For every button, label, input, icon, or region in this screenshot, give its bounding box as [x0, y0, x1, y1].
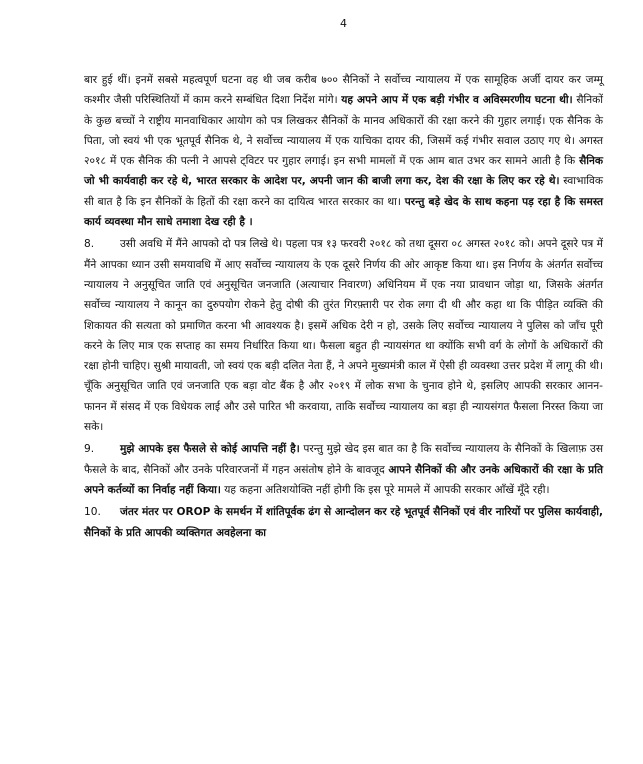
paragraph-number: 8.: [84, 238, 95, 251]
bold-text-segment: आपने सैनिकों की और उनके अधिकारों की रक्षा के प्रति अपने कर्तव्यों का निर्वाह नहीं किया।: [84, 463, 603, 496]
paragraph-9: [84, 439, 603, 500]
bold-text-segment: सैनिक जो भी कार्यवाही कर रहे थे, भारत सरकार के आदेश पर, अपनी जान की बाजी लगा कर, देश की रक्षा के लिए कर रहे थे।: [84, 155, 603, 188]
text-segment: यह कहना अतिशयोक्ति नहीं होगी कि इस पूरे मामले में आपकी सरकार आँखें मूँदे रही।: [220, 483, 550, 496]
text-segment: सैनिकों के कुछ बच्चों ने राष्ट्रीय मानवाधिकार आयोग को पत्र लिखकर सैनिकों के मानव अधिकारों की रक्षा करने की गुहार लगाई। एक सैनिक के पिता, जो स्वयं भी एक भूतपूर्व सैनिक थे, ने सर्वोच्च न्यायालय में एक याचिका दायर की, जिसमें कई गंभीर सवाल उठाए गए थे। अगस्त २०१८ में एक सैनिक की पत्नी ने आपसे ट्विटर पर गुहार लगाई। इन सभी मामलों में एक आम बात उभर कर सामने आती है कि: [84, 94, 603, 168]
paragraph-8: [84, 234, 603, 437]
paragraph-number: 9.: [84, 443, 95, 456]
bold-text-segment: मुझे आपके इस फैसले से कोई आपत्ति नहीं है।: [120, 443, 300, 456]
text-segment: स्वाभाविक सी बात है कि इन सैनिकों के हितों की रक्षा करने का दायित्व भारत सरकार का था।: [84, 175, 603, 208]
text-segment: बार हुई थीं। इनमें सबसे महत्वपूर्ण घटना वह थी जब करीब ७०० सैनिकों ने सर्वोच्च न्यायालय में एक सामूहिक अर्जी दायर कर जम्मू कश्मीर जैसी परिस्थितियों में काम करने सम्बंधित दिशा निर्देश मांगे।: [84, 74, 603, 107]
bold-text-segment: यह अपने आप में एक बड़ी गंभीर व अविस्मरणीय घटना थी।: [341, 94, 573, 107]
paragraph-number: 10.: [84, 506, 101, 519]
page-number: 4: [340, 17, 347, 30]
bold-text-segment: जंतर मंतर पर OROP के समर्थन में शांतिपूर्वक ढंग से आन्दोलन कर रहे भूतपूर्व सैनिकों एवं वीर नारियों पर पुलिस कार्यवाही, सैनिकों के प्रति आपकी व्यक्तिगत अवहेलना का: [84, 506, 603, 539]
paragraph-10: [84, 502, 603, 543]
text-segment: उसी अवधि में मैंने आपको दो पत्र लिखे थे। पहला पत्र १३ फरवरी २०१८ को तथा दूसरा ०८ अगस्त २०१८ को। अपने दूसरे पत्र में मैंने आपका ध्यान उसी समयावधि में आए सर्वोच्च न्यायालय के एक दूसरे निर्णय की ओर आकृष्ट किया था। इस निर्णय के अंतर्गत सर्वोच्च न्यायालय ने अनुसूचित जाति एवं अनुसूचित जनजाति (अत्याचार निवारण) अधिनियम में एक नया प्रावधान जोड़ा था, जिसके अंतर्गत सर्वोच्च न्यायालय ने कानून का दुरुपयोग रोकने हेतु दोषी की तुरंत गिरफ़्तारी पर रोक लगा दी थी और कहा था कि पीड़ित व्यक्ति की शिकायत की सत्यता को प्रमाणित करना भी आवश्यक है। इसमें अधिक देरी न हो, उसके लिए सर्वोच्च न्यायालय ने पुलिस को जाँच पूरी करने के लिए मात्र एक सप्ताह का समय निर्धारित किया था। फैसला बहुत ही न्यायसंगत था क्योंकि सभी वर्ग के लोगों के अधिकारों की रक्षा होनी चाहिए। सुश्री मायावती, जो स्वयं एक बड़ी दलित नेता हैं, ने अपने मुख्यमंत्री काल में ऐसी ही व्यवस्था उत्तर प्रदेश में लागू की थी। चूँकि अनुसूचित जाति एवं जनजाति एक बड़ा वोट बैंक है और २०१९ में लोक सभा के चुनाव होने थे, इसलिए आपकी सरकार आनन-फानन में संसद में एक विधेयक लाई और उसे पारित भी करवाया, ताकि सर्वोच्च न्यायालय का बड़ा ही न्यायसंगत फैसला निरस्त किया जा सके।: [84, 238, 603, 434]
paragraph-continued: [84, 70, 603, 232]
bold-text-segment: परन्तु बड़े खेद के साथ कहना पड़ रहा है कि समस्त कार्य व्यवस्था मौन साधे तमाशा देख रही है ।: [84, 195, 603, 229]
text-segment: परन्तु मुझे खेद इस बात का है कि सर्वोच्च न्यायालय के सैनिकों के खिलाफ़ उस फैसले के बाद, सैनिकों और उनके परिवारजनों में गहन असंतोष होने के बावजूद: [84, 443, 603, 476]
